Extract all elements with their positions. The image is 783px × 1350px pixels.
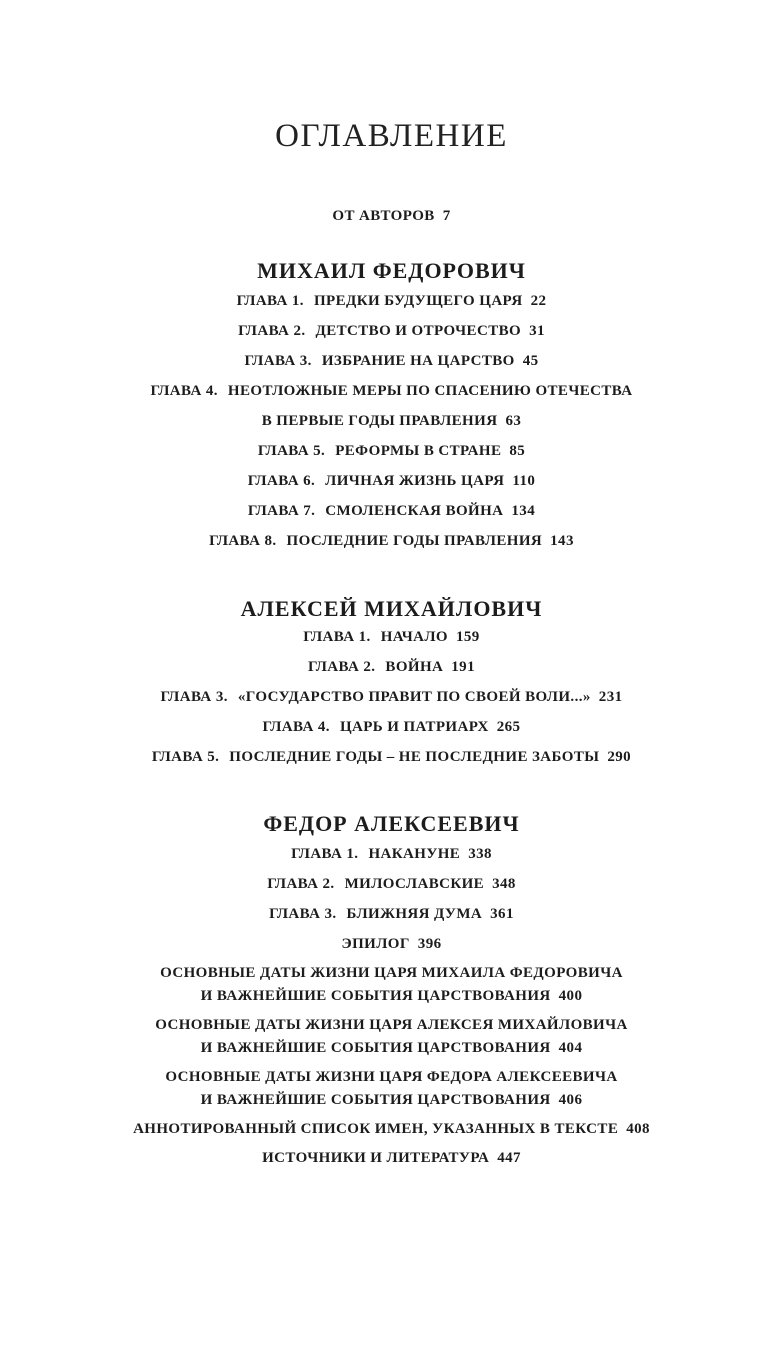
entry-page: 134 [511,503,536,519]
entry-page: 231 [598,689,623,705]
part-heading: АЛЕКСЕЙ МИХАЙЛОВИЧ [240,596,543,621]
chapter-title: НАКАНУНЕ [368,846,461,862]
chapter-number: ГЛАВА 7. [247,503,316,519]
entry-label: ОТ АВТОРОВ [332,208,435,224]
toc-entry [0,503,783,520]
entry-page: 408 [626,1121,650,1137]
chapter-title: ПРЕДКИ БУДУЩЕГО ЦАРЯ [313,293,523,309]
toc-entry [0,689,783,706]
entry-page: 85 [509,443,526,459]
chapter-title: НЕОТЛОЖНЫЕ МЕРЫ ПО СПАСЕНИЮ ОТЕЧЕСТВА [227,383,633,399]
entry-page: 338 [468,846,492,862]
entry-page: 63 [505,413,522,429]
chapter-number: ГЛАВА 1. [236,293,304,309]
chapter-number: ГЛАВА 8. [209,533,277,549]
entry-page: 361 [490,906,514,922]
chapter-number: ГЛАВА 3. [269,906,337,922]
chapter-number: ГЛАВА 4. [150,383,218,399]
toc-entry [0,906,783,923]
part-heading: МИХАИЛ ФЕДОРОВИЧ [257,258,526,283]
part-heading: ФЕДОР АЛЕКСЕЕВИЧ [263,811,520,836]
chapter-number: ГЛАВА 2. [267,876,335,892]
entry-page: 159 [456,629,480,645]
toc-entry [0,749,783,766]
toc-entry [0,629,783,646]
chapter-title-continued: В ПЕРВЫЕ ГОДЫ ПРАВЛЕНИЯ [261,413,498,429]
entry-label: ИСТОЧНИКИ И ЛИТЕРАТУРА [262,1150,490,1166]
toc-entry [0,876,783,893]
chapter-number: ГЛАВА 2. [238,323,306,339]
appendix-title-continued: И ВАЖНЕЙШИЕ СОБЫТИЯ ЦАРСТВОВАНИЯ [200,1092,551,1108]
entry-page: 31 [529,323,545,339]
chapter-number: ГЛАВА 2. [308,659,376,675]
chapter-number: ГЛАВА 5. [257,443,326,459]
entry-page: 110 [512,473,536,489]
toc-entry [0,383,783,400]
toc-entry [0,473,783,490]
entry-page: 191 [451,659,475,675]
chapter-title: ПОСЛЕДНИЕ ГОДЫ – НЕ ПОСЛЕДНИЕ ЗАБОТЫ [229,749,600,765]
chapter-title: ЦАРЬ И ПАТРИАРХ [339,719,489,735]
entry-page: 348 [492,876,516,892]
entry-page: 7 [442,208,451,224]
entry-label: ЭПИЛОГ [341,936,410,952]
entry-page: 406 [558,1092,583,1108]
entry-page: 265 [496,719,521,735]
toc-entry [0,323,783,340]
chapter-number: ГЛАВА 3. [244,353,312,369]
toc-entry [0,443,783,460]
chapter-number: ГЛАВА 6. [247,473,316,489]
toc-appendix-continuation [0,1040,783,1057]
chapter-title: ПОСЛЕДНИЕ ГОДЫ ПРАВЛЕНИЯ [286,533,543,549]
toc-appendix-continuation [0,1092,783,1109]
chapter-title: СМОЛЕНСКАЯ ВОЙНА [325,503,504,519]
chapter-title: НАЧАЛО [380,629,448,645]
entry-page: 447 [497,1150,521,1166]
entry-label: АННОТИРОВАННЫЙ СПИСОК ИМЕН, УКАЗАННЫХ В ТЕКСТЕ [133,1121,619,1137]
chapter-number: ГЛАВА 3. [160,689,228,705]
toc-entry [0,533,783,550]
chapter-number: ГЛАВА 5. [151,749,220,765]
toc-appendix: ОСНОВНЫЕ ДАТЫ ЖИЗНИ ЦАРЯ АЛЕКСЕЯ МИХАЙЛОВИЧА [155,1017,628,1033]
toc-entry [0,293,783,310]
appendix-title-continued: И ВАЖНЕЙШИЕ СОБЫТИЯ ЦАРСТВОВАНИЯ [200,988,551,1004]
toc-appendix: ОСНОВНЫЕ ДАТЫ ЖИЗНИ ЦАРЯ ФЕДОРА АЛЕКСЕЕВИЧА [165,1069,618,1085]
page-title: ОГЛАВЛЕНИЕ [275,118,508,154]
entry-page: 404 [558,1040,583,1056]
toc-appendix-continuation [0,988,783,1005]
chapter-title: БЛИЖНЯЯ ДУМА [346,906,483,922]
entry-page: 22 [530,293,547,309]
appendix-title-continued: И ВАЖНЕЙШИЕ СОБЫТИЯ ЦАРСТВОВАНИЯ [200,1040,551,1056]
entry-page: 290 [607,749,632,765]
entry-page: 143 [550,533,574,549]
chapter-title: РЕФОРМЫ В СТРАНЕ [335,443,502,459]
chapter-number: ГЛАВА 1. [303,629,371,645]
chapter-title: «ГОСУДАРСТВО ПРАВИТ ПО СВОЕЙ ВОЛИ...» [237,689,591,705]
toc-entry [0,846,783,863]
toc-appendix: ОСНОВНЫЕ ДАТЫ ЖИЗНИ ЦАРЯ МИХАИЛА ФЕДОРОВИЧА [160,965,623,981]
toc-entry-sources [0,1150,783,1167]
chapter-title: МИЛОСЛАВСКИЕ [344,876,485,892]
toc-entry [0,353,783,370]
chapter-title: ЛИЧНАЯ ЖИЗНЬ ЦАРЯ [325,473,505,489]
toc-entry-intro [0,208,783,225]
toc-entry-index [0,1121,783,1138]
chapter-title: ВОЙНА [385,659,444,675]
chapter-title: ДЕТСТВО И ОТРОЧЕСТВО [315,323,522,339]
chapter-title: ИЗБРАНИЕ НА ЦАРСТВО [321,353,515,369]
entry-page: 396 [417,936,442,952]
entry-page: 400 [558,988,583,1004]
toc-entry-epilogue [0,936,783,953]
toc-entry [0,719,783,736]
chapter-number: ГЛАВА 1. [291,846,359,862]
chapter-number: ГЛАВА 4. [262,719,330,735]
toc-entry [0,659,783,676]
toc-entry-continuation [0,413,783,430]
entry-page: 45 [522,353,539,369]
